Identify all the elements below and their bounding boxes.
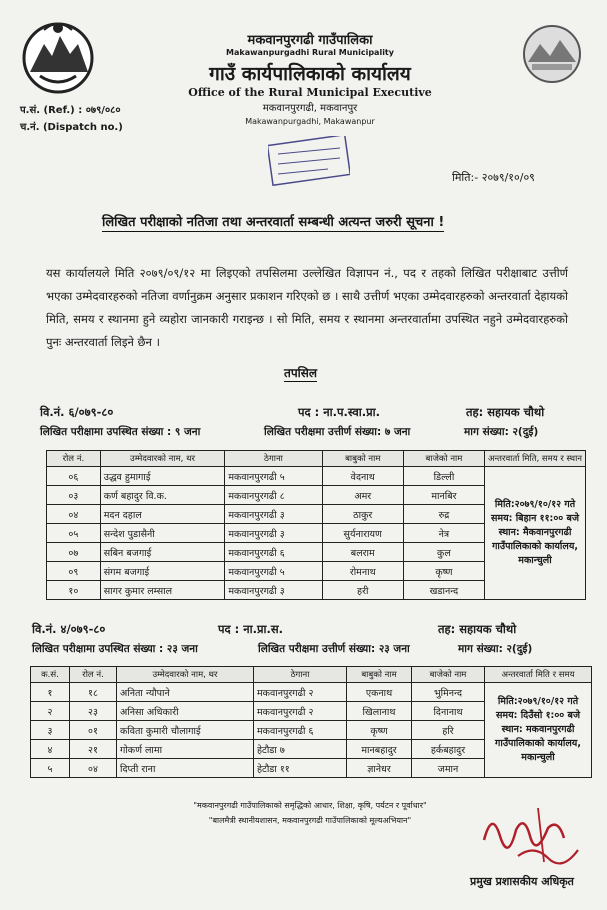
cell-grandfather: डिल्ली (403, 467, 484, 486)
cell-father: मानबहादुर (347, 740, 412, 759)
cell-roll: १८ (70, 683, 117, 702)
cell-address: मकवानपुरगढी ५ (225, 467, 322, 486)
office-stamp-icon (268, 136, 350, 186)
cell-roll: १० (47, 581, 101, 600)
cell-serial: २ (31, 702, 70, 721)
col-roll: रोल नं. (47, 451, 101, 467)
cell-grandfather: मानबिर (403, 486, 484, 505)
cell-grandfather: रुद्र (403, 505, 484, 524)
cell-address: मकवानपुरगढी ६ (225, 543, 322, 562)
cell-address: मकवानपुरगढी ६ (254, 721, 347, 740)
cell-address: मकवानपुरगढी २ (254, 702, 347, 721)
col-address: ठेगाना (225, 451, 322, 467)
section1-post: पद : ना.प.स्वा.प्रा. (298, 405, 380, 419)
cell-father: अमर (322, 486, 403, 505)
cell-serial: ४ (31, 740, 70, 759)
cell-address: मकवानपुरगढी ३ (225, 581, 322, 600)
cell-roll: ०४ (47, 505, 101, 524)
office-name-nepali: मकवानपुरगढी गाउँपालिका (247, 33, 373, 48)
cell-grandfather: हर्कबहादुर (412, 740, 485, 759)
cell-name: अनिसा अधिकारी (117, 702, 254, 721)
office-title-english: Office of the Rural Municipal Executive (188, 86, 432, 99)
dispatch-number: च.नं. (Dispatch no.) (20, 122, 123, 133)
cell-address: मकवानपुरगढी ३ (225, 524, 322, 543)
section1-passed-count: लिखित परीक्षमा उत्तीर्ण संख्या: ७ जना (264, 426, 411, 438)
office-name-english: Makawanpurgadhi Rural Municipality (226, 48, 394, 57)
section2-passed-count: लिखित परीक्षमा उत्तीर्ण संख्या: २३ जना (258, 643, 410, 655)
col-interview: अन्तरवार्ता मिति, समय र स्थान (485, 451, 586, 467)
col-grandfather: बाजेको नाम (412, 667, 485, 683)
col-address: ठेगाना (254, 667, 347, 683)
cell-address: हेटौडा ७ (254, 740, 347, 759)
cell-roll: ०५ (47, 524, 101, 543)
col-roll: रोल नं. (70, 667, 117, 683)
cell-grandfather: नेत्र (403, 524, 484, 543)
cell-serial: ३ (31, 721, 70, 740)
cell-name: दिप्ती राना (117, 759, 254, 778)
section2-adv-no: वि.नं. ४/०७९-८० (32, 622, 106, 636)
cell-name: गोकर्ण लामा (117, 740, 254, 759)
cell-father: खिलानाथ (347, 702, 412, 721)
cell-grandfather: दिनानाथ (412, 702, 485, 721)
cell-name: सन्देश पुडासैनी (100, 524, 225, 543)
cell-father: एकनाथ (347, 683, 412, 702)
cell-roll: ०७ (47, 543, 101, 562)
notice-body: यस कार्यालयले मिति २०७९/०९/१२ मा लिइएको तपसिलमा उल्लेखित विज्ञापन नं., पद र तहको लिखित परीक्षाबाट उत्तीर्ण भएका उम्मेदवारहरुको नतिजा वर्णानुक्रम अनुसार प्रकाशन गरिएको छ । साथै उत्तीर्ण भएका उम्मेदवारहरुको अन्तरवार्ता देहायको मिति, समय र स्थानमा हुने व्यहोरा जानकारी गराइन्छ । सो मिति, समय र स्थानमा अन्तरवार्तामा उपस्थित नहुने उम्मेदवारहरुको पुनः अन्तरवार्ता लिइने छैन । (46, 266, 568, 349)
cell-name: कविता कुमारी चौलागाई (117, 721, 254, 740)
cell-grandfather: भुमिनन्द (412, 683, 485, 702)
section2-level: तह: सहायक चौथो (438, 622, 517, 636)
cell-name: मदन दहाल (100, 505, 225, 524)
signature-icon (478, 800, 588, 870)
cell-grandfather: हरि (412, 721, 485, 740)
col-grandfather: बाजेको नाम (403, 451, 484, 467)
cell-father: रोमनाथ (322, 562, 403, 581)
table-header-row (31, 667, 592, 683)
cell-grandfather: कुल (403, 543, 484, 562)
col-name: उम्मेदवारको नाम, थर (117, 667, 254, 683)
col-serial: क.सं. (31, 667, 70, 683)
cell-serial: ५ (31, 759, 70, 778)
cell-father: कृष्ण (347, 721, 412, 740)
cell-father: वेदनाथ (322, 467, 403, 486)
footer-slogan-1: "मकवानपुरगढी गाउँपालिकाको समृद्धिको आधार, शिक्षा, कृषि, पर्यटन र पूर्वाधार" (193, 801, 427, 810)
cell-father: ज्ञानेधर (347, 759, 412, 778)
section1-results-table (46, 450, 586, 600)
section2-results-table (30, 666, 592, 778)
cell-address: मकवानपुरगढी ५ (225, 562, 322, 581)
cell-roll: ०३ (47, 486, 101, 505)
cell-address: मकवानपुरगढी ८ (225, 486, 322, 505)
section1-interview-details: मिति:२०७९/१०/१२ गते समय: बिहान ११:०० बजे स्थान: मैकवानपुरगढी गाउँपालिकाको कार्यालय, मकान्चुली (485, 467, 586, 600)
cell-name: कर्ण बहादुर वि.क. (100, 486, 225, 505)
section1-demand-count: माग संख्या: २(दुई) (464, 426, 539, 438)
office-place-nepali: मकवानपुरगढी, मकवानपुर (262, 103, 358, 114)
tapsil-heading: तपसिल (284, 366, 318, 380)
col-father: बाबुको नाम (322, 451, 403, 467)
cell-roll: २३ (70, 702, 117, 721)
col-name: उम्मेदवारको नाम, थर (100, 451, 225, 467)
footer-slogan-2: "बालमैत्री स्थानीयशासन, मकवानपुरगढी गाउँपालिकाको मूल्यअभियान" (208, 816, 412, 825)
cell-roll: ०४ (70, 759, 117, 778)
cell-roll: ०९ (47, 562, 101, 581)
cell-address: मकवानपुरगढी ३ (225, 505, 322, 524)
office-title-nepali: गाउँ कार्यपालिकाको कार्यालय (209, 63, 411, 85)
notice-subject: लिखित परीक्षाको नतिजा तथा अन्तरवार्ता सम्बन्धी अत्यन्त जरुरी सूचना ! (102, 212, 444, 232)
section1-adv-no: वि.नं. ६/०७९-८० (40, 405, 114, 419)
section1-present-count: लिखित परीक्षामा उपस्थित संख्या : ९ जना (40, 426, 201, 438)
col-father: बाबुको नाम (347, 667, 412, 683)
cell-father: हरी (322, 581, 403, 600)
cell-name: अनिता न्यौपाने (117, 683, 254, 702)
section2-demand-count: माग संख्या: २(दुई) (458, 643, 533, 655)
section2-post: पद : ना.प्रा.स. (218, 622, 284, 636)
municipality-logo-icon (520, 22, 584, 86)
cell-grandfather: खडानन्द (403, 581, 484, 600)
section2-present-count: लिखित परीक्षामा उपस्थित संख्या : २३ जना (32, 643, 198, 655)
cell-name: सागर कुमार लम्साल (100, 581, 225, 600)
cell-roll: ०६ (47, 467, 101, 486)
cell-address: मकवानपुरगढी २ (254, 683, 347, 702)
cell-name: सबिन बजगाई (100, 543, 225, 562)
cell-serial: १ (31, 683, 70, 702)
section2-interview-details: मिति:२०७९/१०/१२ गते समय: दिउँसो १:०० बजे स्थान: मकवानपुरगढी गाउँपालिकाको कार्यालय, मकान्चुली (485, 683, 592, 778)
reference-number: प.सं. (Ref.) : ०७९/०८० (20, 105, 121, 116)
table-header-row (47, 451, 586, 467)
table-row (47, 467, 586, 486)
cell-address: हेटौडा ११ (254, 759, 347, 778)
cell-roll: ०१ (70, 721, 117, 740)
cell-father: ठाकुर (322, 505, 403, 524)
table-row (31, 683, 592, 702)
cell-name: संगम बजगाई (100, 562, 225, 581)
office-place-english: Makawanpurgadhi, Makawanpur (245, 117, 375, 126)
col-interview: अन्तरवार्ता मिति र समय (485, 667, 592, 683)
signatory-title: प्रमुख प्रशासकीय अधिकृत (470, 875, 574, 888)
section1-level: तह: सहायक चौथो (466, 405, 545, 419)
notice-date: मिति:- २०७९/१०/०९ (452, 171, 535, 184)
cell-name: उद्धव हुमागाई (100, 467, 225, 486)
cell-father: बलराम (322, 543, 403, 562)
cell-father: सुर्यनारायण (322, 524, 403, 543)
cell-grandfather: कृष्ण (403, 562, 484, 581)
nepal-emblem-icon (16, 14, 100, 98)
cell-roll: २१ (70, 740, 117, 759)
cell-grandfather: जमान (412, 759, 485, 778)
